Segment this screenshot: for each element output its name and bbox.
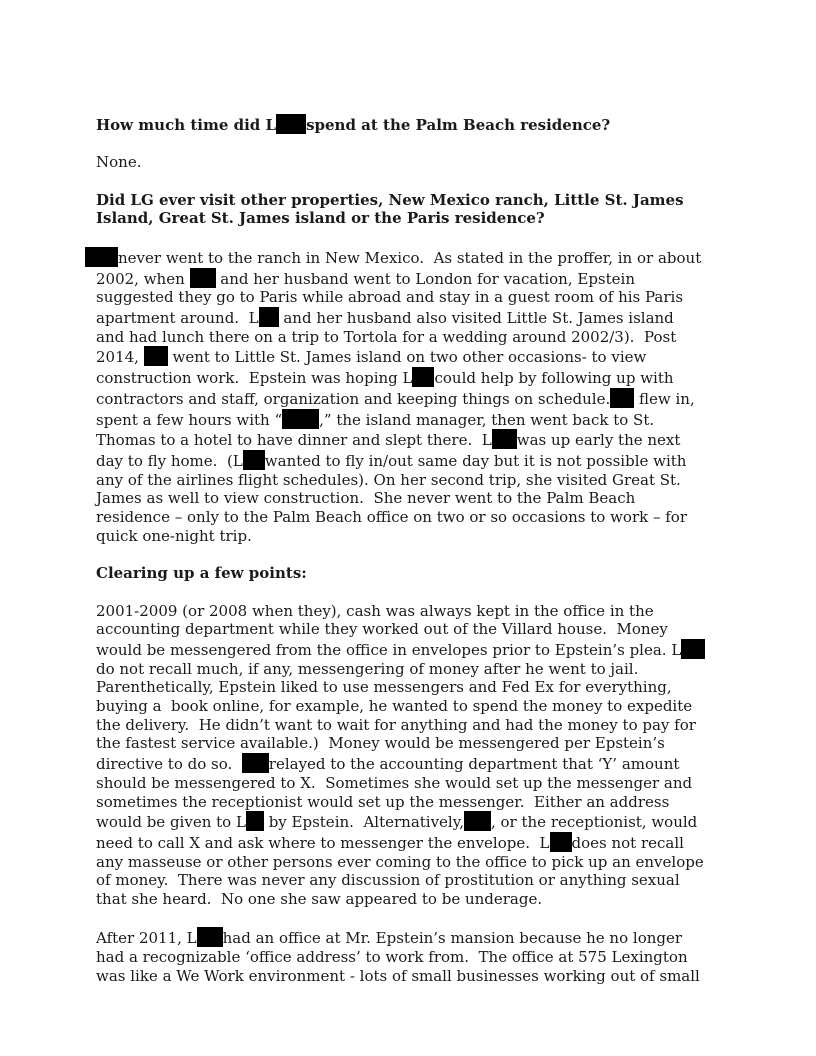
redaction-box	[242, 753, 269, 773]
text-run: 2001-2009 (or 2008 when they), cash was always kept in the office in the	[96, 601, 654, 620]
redaction-box	[276, 114, 306, 134]
redaction-box	[550, 832, 572, 852]
text-run: quick one-night trip.	[96, 526, 252, 545]
text-line	[96, 948, 736, 967]
text-run: day to fly home. (L	[96, 451, 243, 470]
text-run: apartment around. L	[96, 308, 259, 327]
text-run: construction work. Epstein was hoping L	[96, 369, 413, 388]
after-2011-office	[96, 927, 736, 985]
text-run: any of the airlines flight schedules). On her second trip, she visited Great St.	[96, 470, 681, 489]
text-run: was up early the next	[516, 431, 681, 450]
text-run: spent a few hours with “	[96, 410, 283, 429]
text-line	[96, 429, 736, 450]
text-line	[96, 871, 736, 890]
text-line	[96, 660, 736, 679]
text-run: relayed to the accounting department that ‘Y’ amount	[268, 755, 680, 774]
text-run: the delivery. He didn’t want to wait for anything and had the money to pay for	[96, 715, 696, 734]
text-line	[96, 716, 736, 735]
redaction-box	[246, 811, 264, 831]
redaction-box	[610, 388, 634, 408]
redaction-box	[85, 247, 118, 267]
document-body	[96, 114, 736, 986]
text-line	[96, 450, 736, 471]
text-line	[96, 209, 736, 228]
text-line	[96, 753, 736, 774]
redaction-box	[259, 307, 279, 327]
text-line	[96, 967, 736, 986]
text-line	[96, 191, 736, 210]
text-run: accounting department while they worked out of the Villard house. Money	[96, 620, 668, 639]
text-line	[96, 268, 736, 289]
text-line	[96, 927, 736, 948]
text-line	[96, 114, 736, 135]
text-line	[96, 853, 736, 872]
text-line	[96, 602, 736, 621]
text-line	[96, 527, 736, 546]
redaction-box	[243, 450, 265, 470]
text-run: suggested they go to Paris while abroad and stay in a guest room of his Paris	[96, 288, 684, 307]
text-run: , or the receptionist, would	[490, 813, 698, 832]
text-line	[96, 832, 736, 853]
text-line	[96, 564, 736, 583]
text-line	[96, 639, 736, 660]
text-run: spend at the Palm Beach residence?	[306, 116, 611, 134]
text-run: would be messengered from the office in envelopes prior to Epstein’s plea. L	[96, 640, 682, 659]
text-run: How much time did L	[96, 116, 277, 134]
text-run: Island, Great St. James island or the Paris residence?	[96, 209, 545, 228]
text-line	[96, 508, 736, 527]
text-run: that she heard. No one she saw appeared to be underage.	[96, 890, 543, 909]
text-line	[96, 620, 736, 639]
text-line	[96, 734, 736, 753]
text-run: buying a book online, for example, he wanted to spend the money to expedite	[96, 697, 693, 716]
text-run: James as well to view construction. She never went to the Palm Beach	[96, 489, 636, 508]
text-run: Did LG ever visit other properties, New Mexico ranch, Little St. James	[96, 190, 684, 209]
text-run: and her husband went to London for vacation, Epstein	[215, 269, 635, 288]
text-run: never went to the ranch in New Mexico. As stated in the proffer, in or about	[118, 248, 702, 267]
text-run: any masseuse or other persons ever coming to the office to pick up an envelope	[96, 852, 704, 871]
redaction-box	[282, 409, 319, 429]
text-run: Parenthetically, Epstein liked to use messengers and Fed Ex for everything,	[96, 678, 672, 697]
text-run: ,” the island manager, then went back to St.	[319, 410, 655, 429]
question-other-properties	[96, 191, 736, 228]
text-line	[96, 890, 736, 909]
text-line	[96, 307, 736, 328]
text-run: of money. There was never any discussion of prostitution or anything sexual	[96, 871, 680, 890]
text-run: the fastest service available.) Money would be messengered per Epstein’s	[96, 734, 665, 753]
text-run: 2014,	[96, 348, 144, 367]
redaction-box	[144, 346, 168, 366]
text-run: and her husband also visited Little St. James island	[278, 308, 674, 327]
text-line	[96, 697, 736, 716]
text-run: 2002, when	[96, 269, 190, 288]
text-line	[96, 328, 736, 347]
text-run: sometimes the receptionist would set up the messenger. Either an address	[96, 792, 670, 811]
text-line	[96, 793, 736, 812]
text-run: could help by following up with	[434, 369, 674, 388]
redaction-box	[190, 268, 216, 288]
text-line	[96, 409, 736, 430]
text-run: do not recall much, if any, messengering of money after he went to jail.	[96, 659, 639, 678]
text-run: and had lunch there on a trip to Tortola for a wedding around 2002/3). Post	[96, 327, 677, 346]
text-run: went to Little St. James island on two other occasions- to view	[167, 348, 647, 367]
text-run: had an office at Mr. Epstein’s mansion because he no longer	[222, 929, 683, 948]
text-run: residence – only to the Palm Beach office on two or so occasions to work – for	[96, 508, 688, 527]
section-clearing-up	[96, 564, 736, 583]
text-run: contractors and staff, organization and keeping things on schedule.	[96, 389, 611, 408]
text-line	[96, 247, 736, 268]
clearing-up-details	[96, 602, 736, 909]
text-run: need to call X and ask where to messenger the envelope. L	[96, 833, 550, 852]
text-line	[96, 489, 736, 508]
answer-none	[96, 153, 736, 172]
redaction-box	[681, 639, 705, 659]
text-run: Thomas to a hotel to have dinner and slept there. L	[96, 431, 492, 450]
redaction-box	[492, 429, 517, 449]
text-run: Clearing up a few points:	[96, 564, 307, 583]
text-run: was like a We Work environment - lots of small businesses working out of small	[96, 966, 700, 985]
text-run: by Epstein. Alternatively,	[263, 813, 464, 832]
text-line	[96, 346, 736, 367]
text-line	[96, 774, 736, 793]
answer-other-properties	[96, 247, 736, 546]
text-run: None.	[96, 153, 142, 172]
text-line	[96, 811, 736, 832]
redaction-box	[197, 927, 223, 947]
text-line	[96, 288, 736, 307]
text-run: flew in,	[634, 389, 695, 408]
text-run: would be given to L	[96, 813, 246, 832]
text-run: wanted to fly in/out same day but it is not possible with	[264, 451, 687, 470]
redaction-box	[412, 367, 434, 387]
redaction-box	[464, 811, 491, 831]
text-line	[96, 678, 736, 697]
question-palm-beach-time	[96, 114, 736, 135]
text-run: had a recognizable ‘office address’ to work from. The office at 575 Lexington	[96, 948, 688, 967]
text-line	[96, 471, 736, 490]
text-run: does not recall	[571, 833, 684, 852]
text-run: After 2011, L	[96, 929, 197, 948]
text-line	[96, 388, 736, 409]
text-line	[96, 153, 736, 172]
text-run: should be messengered to X. Sometimes she would set up the messenger and	[96, 773, 693, 792]
text-run: directive to do so.	[96, 755, 242, 774]
text-line	[96, 367, 736, 388]
